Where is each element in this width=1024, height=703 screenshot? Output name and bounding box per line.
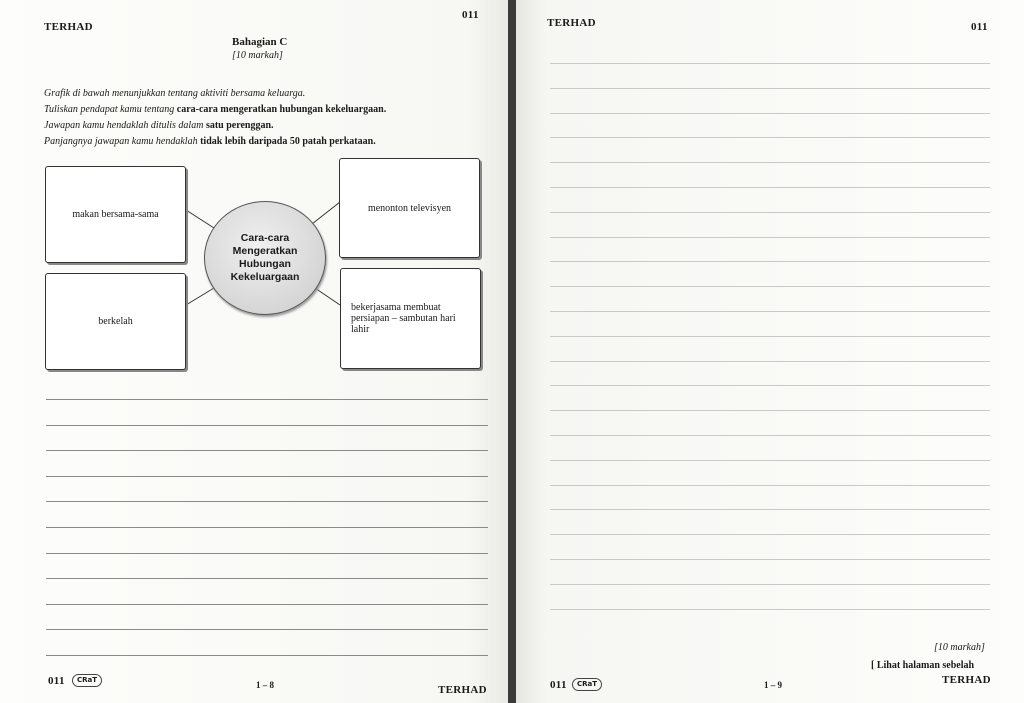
instruction-3-italic: Jawapan kamu hendaklah ditulis dalam	[44, 120, 206, 131]
left-page	[0, 0, 508, 703]
answer-line	[550, 212, 990, 213]
footer-page-number: 1 – 8	[256, 680, 274, 690]
box-menonton-televisyen: menonton televisyen	[339, 158, 480, 258]
answer-line	[550, 485, 990, 486]
answer-line	[46, 655, 488, 656]
box-bekerjasama: bekerjasama membuat persiapan – sambutan hari lahir	[340, 268, 481, 369]
center-line-3: Hubungan	[239, 258, 291, 270]
answer-line	[46, 501, 488, 502]
marks-right: [10 markah]	[934, 642, 985, 653]
answer-line	[46, 425, 488, 426]
header-classification: TERHAD	[44, 21, 93, 33]
answer-line	[46, 476, 488, 477]
center-line-4: Kekeluargaan	[230, 271, 300, 283]
answer-line	[550, 584, 990, 585]
header-code: 011	[462, 9, 479, 21]
diagram-center-node	[204, 201, 326, 315]
answer-line	[550, 137, 990, 138]
answer-line	[550, 410, 990, 411]
center-line-1: Cara-cara	[240, 232, 290, 244]
footer-classification: TERHAD	[438, 684, 487, 696]
answer-line	[550, 237, 990, 238]
next-page-note: [ Lihat halaman sebelah	[871, 660, 975, 671]
answer-line	[550, 609, 990, 610]
answer-line	[550, 460, 990, 461]
answer-line	[550, 88, 990, 89]
answer-line	[550, 559, 990, 560]
section-title: Bahagian C	[232, 36, 288, 48]
answer-line	[550, 435, 990, 436]
section-marks: [10 markah]	[232, 50, 283, 61]
footer-code: 011	[48, 675, 65, 687]
answer-line	[550, 63, 990, 64]
answer-line	[46, 553, 488, 554]
answer-line	[46, 604, 488, 605]
answer-line	[550, 261, 990, 262]
answer-line	[46, 527, 488, 528]
answer-line	[550, 509, 990, 510]
center-line-2: Mengeratkan	[232, 245, 298, 257]
answer-line	[46, 450, 488, 451]
answer-line	[46, 399, 488, 400]
publisher-logo	[72, 674, 102, 687]
header-classification-right: TERHAD	[547, 17, 596, 29]
answer-line	[46, 578, 488, 579]
footer-classification-right: TERHAD	[942, 674, 991, 686]
instruction-1-italic: Grafik di bawah menunjukkan tentang aktiviti bersama keluarga.	[44, 88, 306, 99]
instruction-2-italic: Tuliskan pendapat kamu tentang	[44, 104, 177, 115]
footer-page-number-right: 1 – 9	[764, 680, 782, 690]
instruction-2-bold: cara-cara mengeratkan hubungan kekeluargaan.	[176, 104, 387, 115]
logo-text-right: CRaT	[577, 680, 598, 688]
answer-line	[550, 286, 990, 287]
instruction-4-italic: Panjangnya jawapan kamu hendaklah	[44, 136, 201, 147]
answer-line	[46, 629, 488, 630]
logo-text: CRaT	[77, 676, 98, 684]
answer-line	[550, 113, 990, 114]
box-berkelah: berkelah	[45, 273, 186, 370]
box-makan-bersama: makan bersama-sama	[45, 166, 186, 263]
header-code-right: 011	[971, 21, 988, 33]
answer-line	[550, 385, 990, 386]
answer-line	[550, 311, 990, 312]
instruction-3-bold: satu perenggan.	[205, 120, 274, 131]
answer-line	[550, 361, 990, 362]
answer-line	[550, 336, 990, 337]
publisher-logo-right	[572, 678, 602, 691]
footer-code-right: 011	[550, 679, 567, 691]
answer-line	[550, 162, 990, 163]
right-page	[516, 0, 1024, 703]
instruction-4-bold: tidak lebih daripada 50 patah perkataan.	[200, 136, 376, 147]
answer-line	[550, 534, 990, 535]
answer-line	[550, 187, 990, 188]
